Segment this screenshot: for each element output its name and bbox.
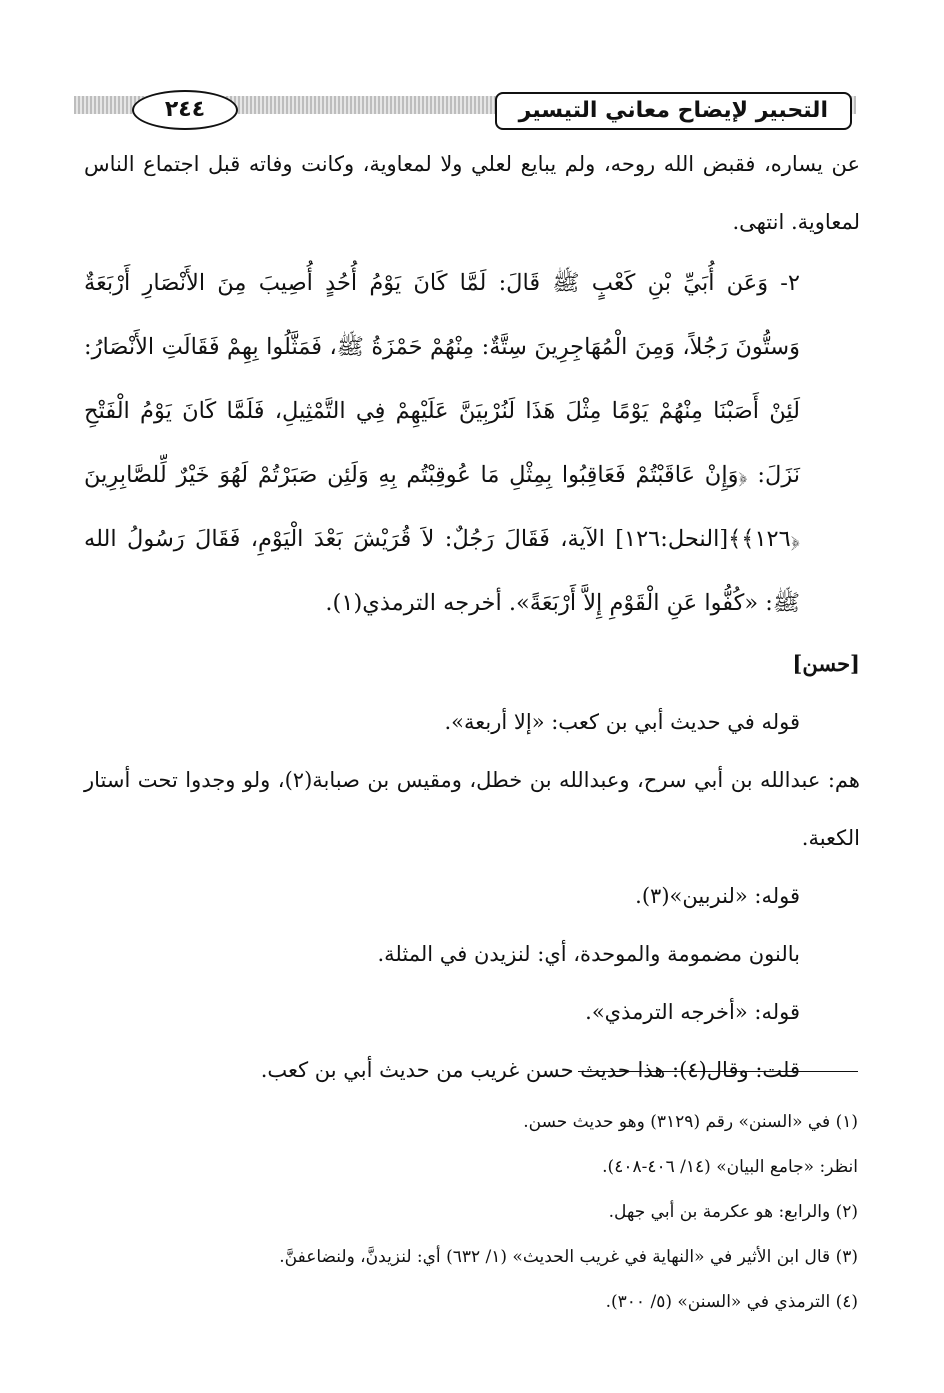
footnote: (٣) قال ابن الأثير في «النهاية في غريب الحديث» (١/ ٦٣٢) أي: لنزيدنَّ، ولنضاعفنَّ. — [279, 1247, 858, 1267]
hadith-grade: [حسن] — [792, 651, 860, 676]
commentary-line: قوله: «لنربين»(٣). — [635, 884, 800, 908]
footnote: (٤) الترمذي في «السنن» (٥/ ٣٠٠). — [605, 1292, 858, 1312]
book-title: التحبير لإيضاح معاني التيسير — [495, 92, 852, 130]
main-text — [84, 135, 860, 1099]
paragraph: عن يساره، فقبض الله روحه، ولم يبايع لعلي ولا لمعاوية، وكانت وفاته قبل اجتماع الناس لمعاوية. انتهى. — [84, 152, 860, 234]
footnotes — [84, 1100, 858, 1325]
footnote: انظر: «جامع البيان» (١٤/ ٤٠٦-٤٠٨). — [602, 1157, 858, 1177]
commentary-line: قوله: «أخرجه الترمذي». — [585, 1000, 800, 1024]
page-number: ٢٤٤ — [132, 90, 238, 130]
commentary-line: بالنون مضمومة والموحدة، أي: لنزيدن في المثلة. — [377, 942, 800, 966]
commentary-line: قوله في حديث أبي بن كعب: «إلا أربعة». — [444, 710, 800, 734]
commentary-line: قلت: وقال(٤): هذا حديث حسن غريب من حديث أبي بن كعب. — [260, 1058, 800, 1082]
running-header — [74, 86, 856, 140]
hadith-text: ٢- وَعَن أُبَيِّ بْنِ كَعْبٍ ﷺ قَالَ: لَمَّا كَانَ يَوْمُ أُحُدٍ أُصِيبَ مِنَ الأَنْصَارِ أَرْبَعَةٌ وَستُّونَ رَجُلاً، وَمِنَ الْمُهَاجِرِينَ سِتَّةٌ: مِنْهُمْ حَمْزَةُ ﷺ، فَمَثَّلُوا بِهِمْ فَقَالَتِ الأَنْصَارُ: لَئِنْ أَصَبْنَا مِنْهُمْ يَوْمًا مِثْلَ هَذَا لَنُرْبِيَنَّ عَلَيْهِمْ فِي التَّمْثِيلِ، فَلَمَّا كَانَ يَوْمُ الْفَتْحِ نَزَلَ: ﴿وَإِنْ عَاقَبْتُمْ فَعَاقِبُوا بِمِثْلِ مَا عُوقِبْتُم بِهِ وَلَئِن صَبَرْتُمْ لَهُوَ خَيْرٌ لِّلصَّابِرِينَ ﴿١٢٦﴾﴾[النحل:١٢٦] الآية، فَقَالَ رَجُلٌ: لاَ قُرَيْشَ بَعْدَ الْيَوْمِ، فَقَالَ رَسُولُ الله ﷺ: «كُفُّوا عَنِ الْقَوْمِ إِلاَّ أَرْبَعَةً». أخرجه الترمذي(١). — [84, 270, 800, 616]
commentary-line: هم: عبدالله بن أبي سرح، وعبدالله بن خطل، ومقيس بن صبابة(٢)، ولو وجدوا تحت أستار الكعبة. — [84, 768, 860, 850]
footnote: (٢) والرابع: هو عكرمة بن أبي جهل. — [608, 1202, 858, 1222]
footnote-separator — [578, 1071, 858, 1072]
footnote: (١) في «السنن» رقم (٣١٢٩) وهو حديث حسن. — [523, 1112, 858, 1132]
